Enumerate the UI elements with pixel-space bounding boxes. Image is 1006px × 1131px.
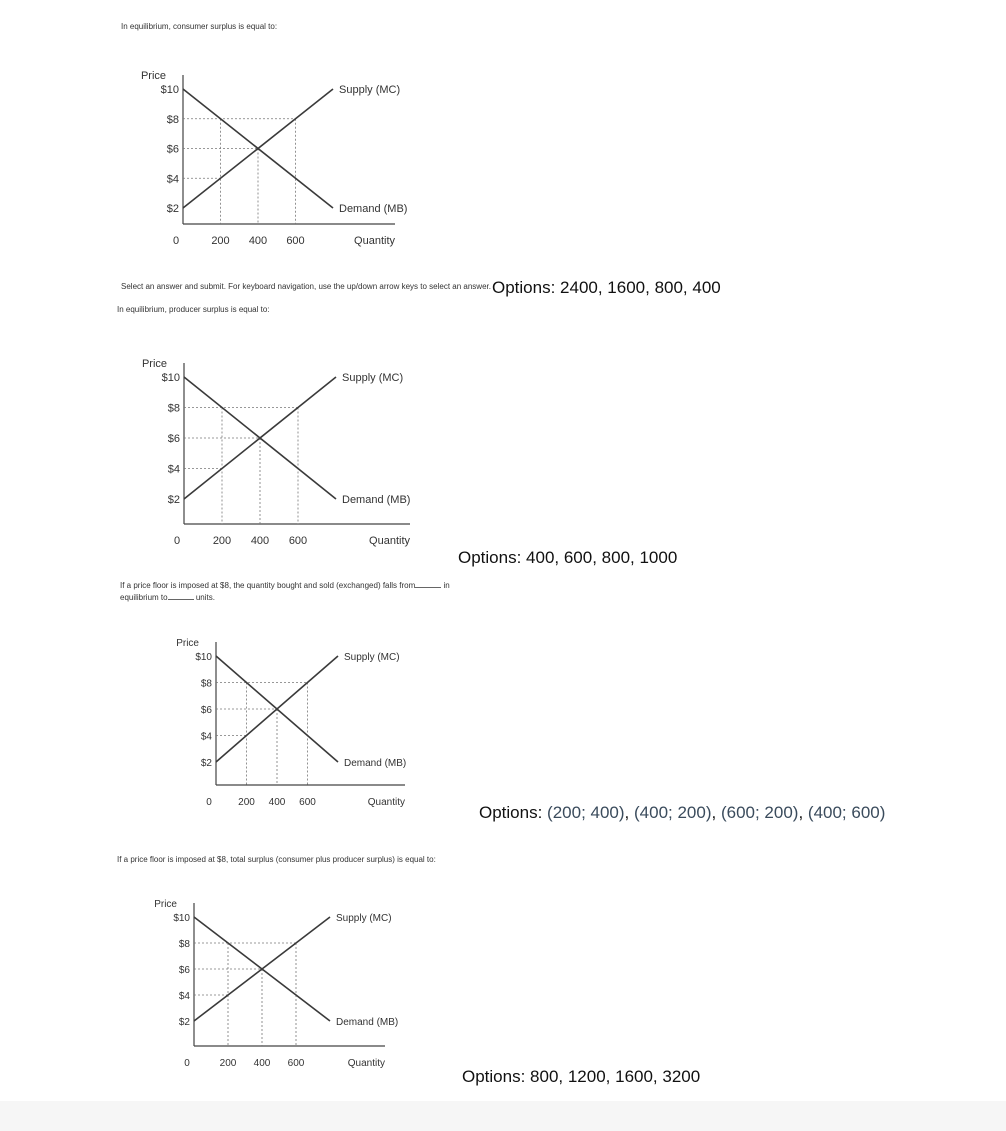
x-tick-label: 400 [253, 1058, 271, 1069]
question-2-prompt: In equilibrium, producer surplus is equal to: [117, 305, 270, 314]
demand-label: Demand (MB) [339, 203, 408, 215]
x-tick-label: 200 [238, 797, 255, 808]
supply-label: Supply (MC) [336, 913, 392, 924]
y-axis-label: Price [154, 899, 177, 910]
question-2-options: Options: 400, 600, 800, 1000 [458, 548, 678, 567]
question-4-options: Options: 800, 1200, 1600, 3200 [462, 1067, 701, 1086]
answer-instruction: Select an answer and submit. For keyboard navigation, use the up/down arrow keys to select an answer. [121, 282, 491, 291]
x-tick-label: 0 [173, 535, 181, 547]
y-tick-label: $4 [167, 463, 180, 476]
x-tick-label: 400 [268, 797, 286, 808]
y-tick-label: $6 [167, 433, 180, 445]
y-tick-label: $6 [178, 965, 190, 976]
x-tick-label: 400 [248, 235, 268, 247]
x-tick-label: 600 [299, 797, 316, 808]
y-tick-label: $2 [200, 758, 212, 769]
y-tick-label: $8 [166, 113, 179, 126]
y-tick-label: $10 [173, 913, 190, 924]
bottom-strip [0, 1101, 1006, 1131]
question-1-prompt: In equilibrium, consumer surplus is equal to: [121, 22, 278, 31]
x-axis-label: Quantity [367, 797, 405, 808]
x-tick-label: 0 [206, 797, 212, 808]
y-tick-label: $10 [160, 84, 179, 96]
y-tick-label: $4 [178, 991, 190, 1002]
supply-label: Supply (MC) [344, 652, 400, 663]
x-tick-label: 600 [287, 1058, 305, 1069]
y-tick-label: $8 [167, 402, 180, 415]
x-axis-label: Quantity [354, 235, 395, 247]
question-3-option-4: (400; 600) [807, 803, 886, 822]
question-3-option-2: (400; 200) [634, 803, 712, 822]
x-tick-label: 0 [172, 235, 180, 247]
y-tick-label: $2 [178, 1017, 190, 1028]
y-axis-label: Price [140, 70, 166, 82]
y-tick-label: $4 [200, 731, 212, 743]
y-tick-label: $2 [166, 203, 179, 215]
x-tick-label: 200 [211, 235, 230, 247]
x-tick-label: 200 [219, 1058, 237, 1069]
demand-label: Demand (MB) [344, 758, 407, 769]
y-tick-label: $10 [161, 372, 180, 384]
x-tick-label: 200 [212, 535, 232, 547]
question-3-prompt-in: in [443, 581, 450, 590]
y-tick-label: $8 [200, 678, 212, 690]
question-3-option-1: (200; 400) [547, 803, 625, 822]
demand-label: Demand (MB) [342, 494, 411, 506]
question-3-prompt-line2b: units. [195, 593, 215, 602]
y-tick-label: $6 [166, 143, 179, 156]
y-tick-label: $4 [166, 173, 179, 186]
y-tick-label: $6 [200, 705, 212, 716]
x-tick-label: 400 [250, 535, 270, 547]
question-3-options-label: Options: [479, 803, 543, 822]
y-axis-label: Price [176, 638, 199, 649]
question-3-option-3: (600; 200) [720, 803, 799, 822]
x-tick-label: 600 [288, 535, 308, 547]
x-tick-label: 600 [286, 235, 305, 247]
question-1-options: Options: 2400, 1600, 800, 400 [492, 278, 721, 297]
supply-label: Supply (MC) [339, 84, 401, 96]
x-axis-label: Quantity [347, 1058, 385, 1069]
y-axis-label: Price [141, 358, 167, 370]
y-tick-label: $10 [195, 652, 212, 663]
x-tick-label: 0 [184, 1058, 190, 1069]
supply-label: Supply (MC) [342, 372, 404, 384]
question-3-prompt-line1: If a price floor is imposed at $8, the quantity bought and sold (exchanged) falls from [120, 581, 416, 590]
demand-label: Demand (MB) [336, 1017, 399, 1028]
y-tick-label: $8 [178, 939, 190, 950]
y-tick-label: $2 [167, 494, 180, 506]
question-3-prompt-line2a: equilibrium to [120, 593, 168, 602]
question-4-prompt: If a price floor is imposed at $8, total surplus (consumer plus producer surplus) is equal to: [117, 855, 436, 864]
question-3-options: Options: (200; 400), (400; 200), (600; 200), (400; 600) [479, 803, 886, 822]
x-axis-label: Quantity [369, 535, 410, 547]
